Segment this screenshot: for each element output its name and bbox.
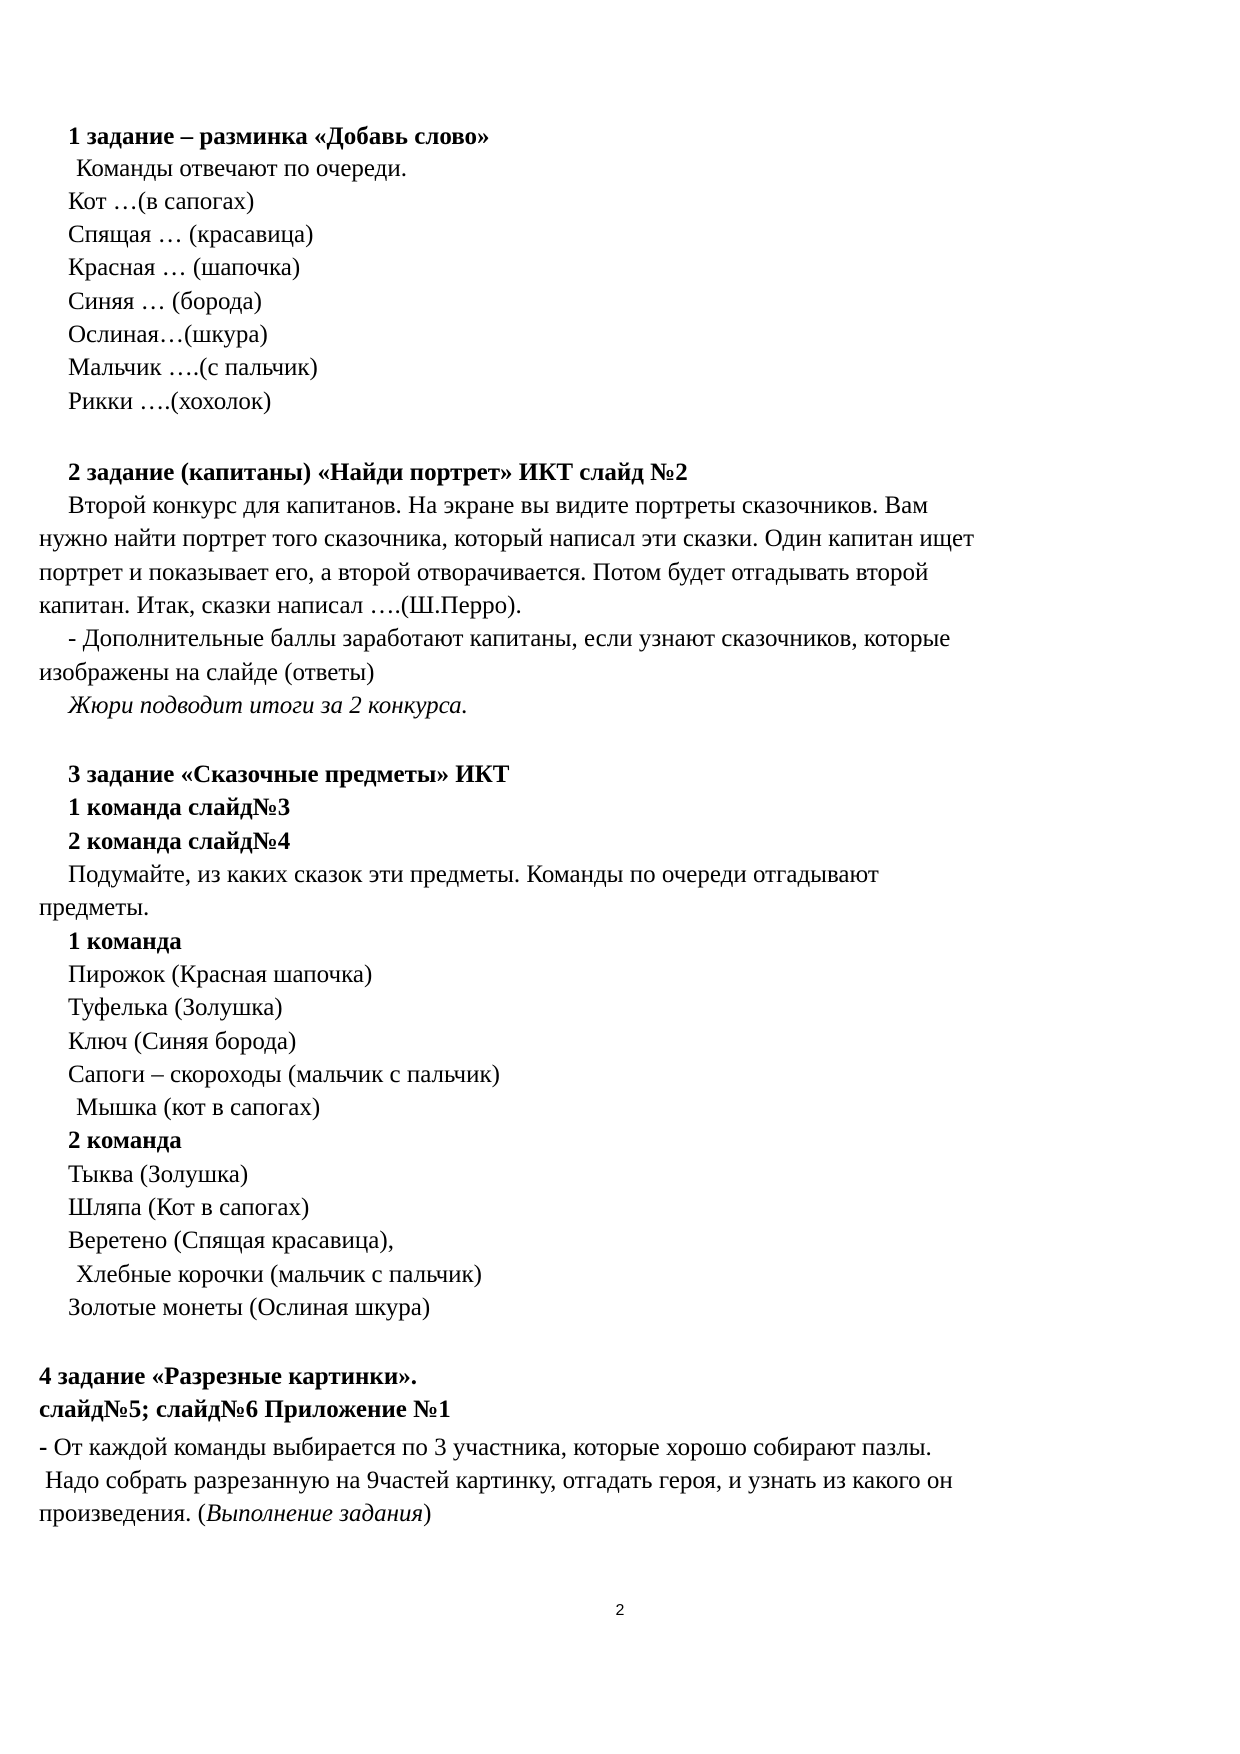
section1-heading: 1 задание – разминка «Добавь слово» <box>68 123 490 150</box>
section1-intro: Команды отвечают по очереди. <box>76 155 408 182</box>
team1-label: 1 команда <box>68 928 182 955</box>
team1-item: Туфелька (Золушка) <box>68 994 283 1021</box>
team1-item: Сапоги – скороходы (мальчик с пальчик) <box>68 1061 500 1088</box>
section2-paragraph-line: изображены на слайде (ответы) <box>39 659 375 686</box>
section4-line <box>39 1497 431 1531</box>
section2-paragraph-line: нужно найти портрет того сказочника, который написал эти сказки. Один капитан ищет <box>39 525 975 552</box>
section4-line <box>39 1431 932 1465</box>
section1-line: Ослиная…(шкура) <box>68 321 268 348</box>
team1-item: Пирожок (Красная шапочка) <box>68 961 373 988</box>
section1-line: Мальчик ….(с пальчик) <box>68 354 318 381</box>
section4-line1-text: От каждой команды выбирается по 3 участника, которые хорошо собирают пазлы. <box>47 1434 932 1461</box>
section2-heading: 2 задание (капитаны) «Найди портрет» ИКТ слайд №2 <box>68 459 688 486</box>
section3-subheading: 1 команда слайд№3 <box>68 794 291 821</box>
section3-heading: 3 задание «Сказочные предметы» ИКТ <box>68 761 510 788</box>
team2-item: Шляпа (Кот в сапогах) <box>68 1194 310 1221</box>
team1-item: Ключ (Синяя борода) <box>68 1028 297 1055</box>
section1-line: Рикки ….(хохолок) <box>68 388 272 415</box>
section4-line3-italic: Выполнение задания <box>205 1500 424 1527</box>
section4-line: Надо собрать разрезанную на 9частей картинку, отгадать героя, и узнать из какого он <box>45 1467 953 1494</box>
team2-label: 2 команда <box>68 1127 182 1154</box>
jury-note: Жюри подводит итоги за 2 конкурса. <box>68 692 468 719</box>
section4-dash: - <box>39 1434 48 1461</box>
team2-item: Золотые монеты (Ослиная шкура) <box>68 1294 431 1321</box>
team2-item: Веретено (Спящая красавица), <box>68 1227 394 1254</box>
section4-subheading: слайд№5; слайд№6 Приложение №1 <box>39 1396 451 1423</box>
section2-paragraph-line: Второй конкурс для капитанов. На экране вы видите портреты сказочников. Вам <box>68 492 929 519</box>
section3-paragraph-line: Подумайте, из каких сказок эти предметы. Команды по очереди отгадывают <box>68 861 879 888</box>
section1-line: Спящая … (красавица) <box>68 221 314 248</box>
section2-paragraph-line: - Дополнительные баллы заработают капитаны, если узнают сказочников, которые <box>68 625 951 652</box>
section1-line: Синяя … (борода) <box>68 288 262 315</box>
section3-paragraph-line: предметы. <box>39 894 150 921</box>
section1-line: Красная … (шапочка) <box>68 254 301 281</box>
section4-heading: 4 задание «Разрезные картинки». <box>39 1363 417 1390</box>
page-number: 2 <box>615 1602 625 1619</box>
section2-paragraph-line: портрет и показывает его, а второй отворачивается. Потом будет отгадывать второй <box>39 559 929 586</box>
section2-paragraph-line: капитан. Итак, сказки написал ….(Ш.Перро). <box>39 592 522 619</box>
section3-subheading: 2 команда слайд№4 <box>68 828 291 855</box>
team2-item: Хлебные корочки (мальчик с пальчик) <box>76 1261 482 1288</box>
section1-line: Кот …(в сапогах) <box>68 188 255 215</box>
section4-line3-close: ) <box>423 1500 432 1527</box>
team1-item: Мышка (кот в сапогах) <box>76 1094 321 1121</box>
section4-line3-text: произведения. ( <box>39 1500 206 1527</box>
team2-item: Тыква (Золушка) <box>68 1161 249 1188</box>
